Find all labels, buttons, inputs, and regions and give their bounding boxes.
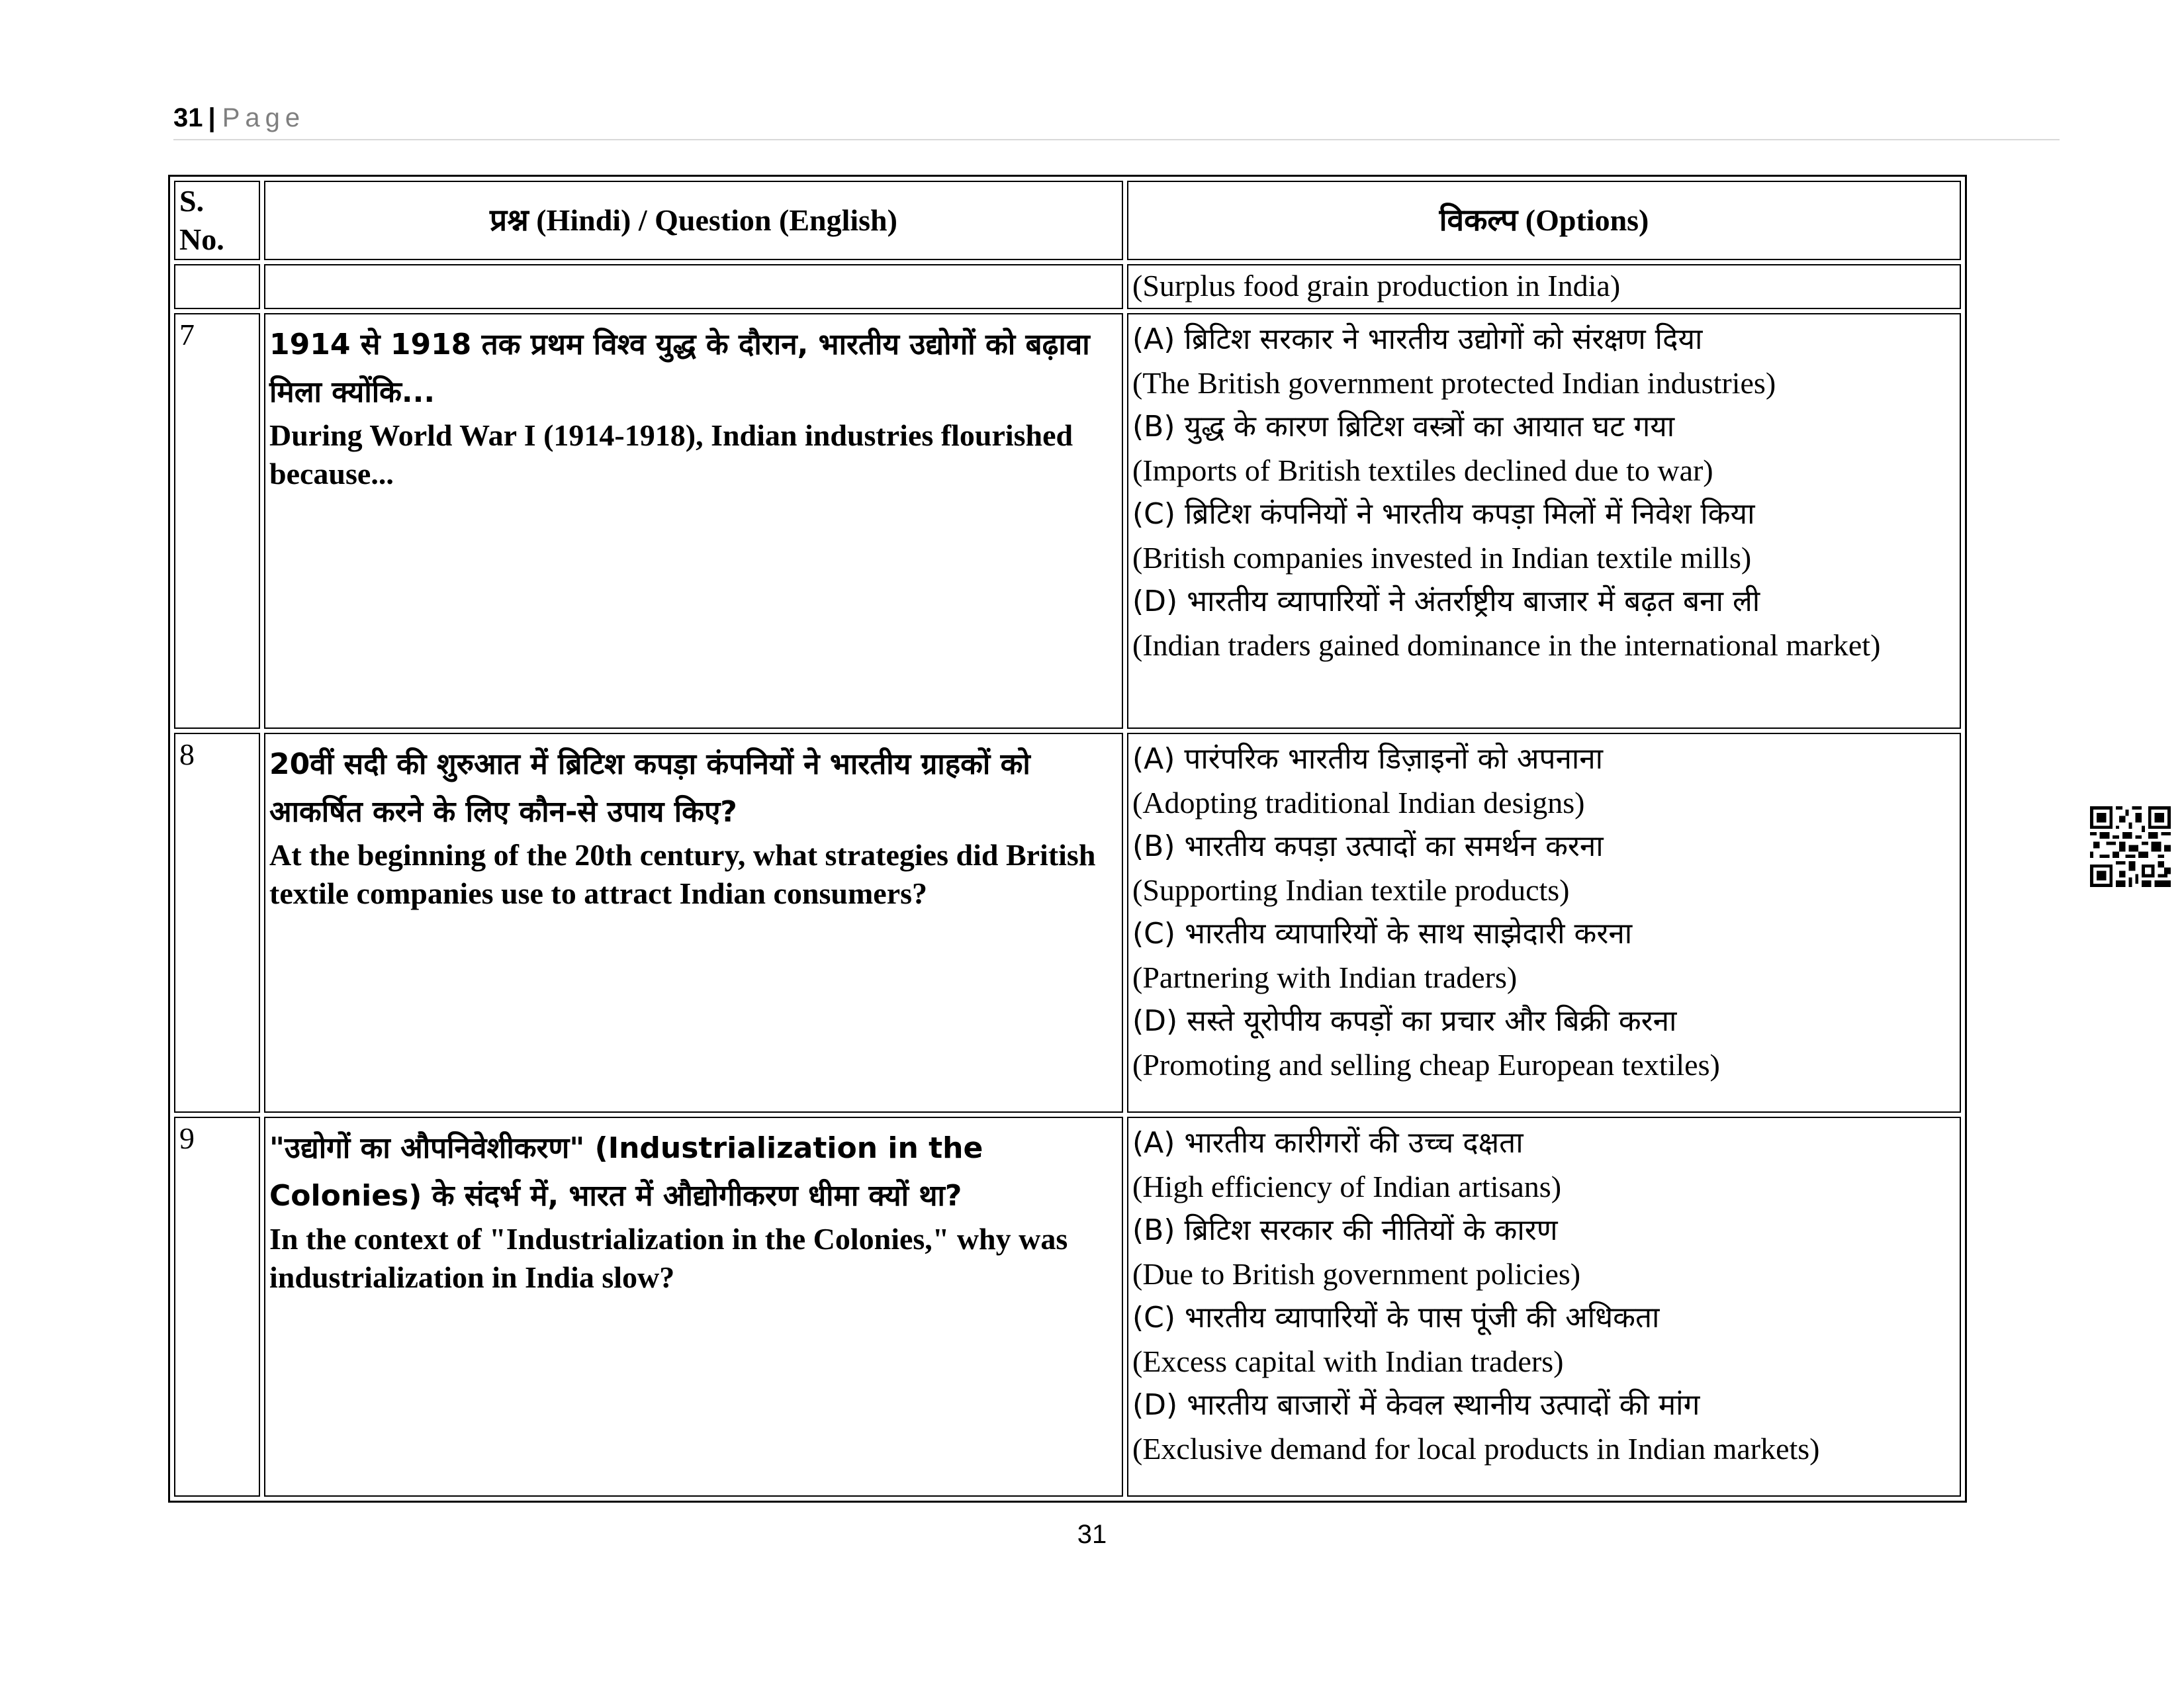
row-sno: 9 xyxy=(174,1117,260,1497)
option-c-hindi: (C) भारतीय व्यापारियों के साथ साझेदारी करना xyxy=(1132,917,1633,951)
option-a-hindi: (A) ब्रिटिश सरकार ने भारतीय उद्योगों को संरक्षण दिया xyxy=(1132,322,1703,356)
option-c-english: (Partnering with Indian traders) xyxy=(1132,961,1518,994)
option-b-hindi: (B) ब्रिटिश सरकार की नीतियों के कारण xyxy=(1132,1213,1558,1247)
question-english: In the context of "Industrialization in the Colonies," why was industrialization in India slow? xyxy=(269,1222,1068,1294)
option-d-hindi: (D) भारतीय बाजारों में केवल स्थानीय उत्पादों की मांग xyxy=(1132,1388,1700,1422)
continuation-option: (Surplus food grain production in India) xyxy=(1127,264,1961,309)
option-c-english: (British companies invested in Indian textile mills) xyxy=(1132,541,1752,575)
option-c-hindi: (C) ब्रिटिश कंपनियों ने भारतीय कपड़ा मिलों में निवेश किया xyxy=(1132,497,1755,531)
header-page-number: 31 xyxy=(173,103,203,132)
question-english: During World War I (1914-1918), Indian industries flourished because... xyxy=(269,418,1073,491)
option-a-english: (Adopting traditional Indian designs) xyxy=(1132,786,1585,820)
row-question xyxy=(264,733,1123,1113)
header-page-word: Page xyxy=(222,103,306,132)
row-sno: 7 xyxy=(174,313,260,729)
table-row xyxy=(174,733,1961,1113)
page-footer-number: 31 xyxy=(1077,1520,1107,1549)
table-row xyxy=(174,313,1961,729)
option-d-hindi: (D) भारतीय व्यापारियों ने अंतर्राष्ट्रीय बाजार में बढ़त बना ली xyxy=(1132,585,1760,618)
option-b-hindi: (B) भारतीय कपड़ा उत्पादों का समर्थन करना xyxy=(1132,829,1604,863)
question-english: At the beginning of the 20th century, what strategies did British textile companies use to attract Indian consumers? xyxy=(269,838,1096,910)
option-c-hindi: (C) भारतीय व्यापारियों के पास पूंजी की अधिकता xyxy=(1132,1301,1660,1335)
row-question xyxy=(264,1117,1123,1497)
option-b-english: (Supporting Indian textile products) xyxy=(1132,873,1570,907)
option-a-english: (The British government protected Indian industries) xyxy=(1132,366,1776,400)
option-c-english: (Excess capital with Indian traders) xyxy=(1132,1344,1564,1378)
option-b-hindi: (B) युद्ध के कारण ब्रिटिश वस्त्रों का आयात घट गया xyxy=(1132,410,1675,444)
table-header-row xyxy=(174,181,1961,260)
row-options xyxy=(1127,313,1961,729)
question-table xyxy=(168,175,1967,1503)
qr-code-icon xyxy=(2090,806,2171,887)
question-hindi: 20वीं सदी की शुरुआत में ब्रिटिश कपड़ा कंपनियों ने भारतीय ग्राहकों को आकर्षित करने के लिए कौन-से उपाय किए? xyxy=(269,747,1030,829)
option-a-hindi: (A) भारतीय कारीगरों की उच्च दक्षता xyxy=(1132,1126,1524,1160)
row-question xyxy=(264,313,1123,729)
option-d-english: (Promoting and selling cheap European textiles) xyxy=(1132,1048,1720,1082)
question-hindi: 1914 से 1918 तक प्रथम विश्व युद्ध के दौरान, भारतीय उद्योगों को बढ़ावा मिला क्योंकि... xyxy=(269,328,1090,409)
header-question: प्रश्न (Hindi) / Question (English) xyxy=(264,181,1123,260)
row-options xyxy=(1127,1117,1961,1497)
question-hindi: "उद्योगों का औपनिवेशीकरण" (Industrialization in the Colonies) के संदर्भ में, भारत में औद्योगीकरण धीमा क्यों था? xyxy=(269,1131,983,1213)
continuation-question xyxy=(264,264,1123,309)
row-sno: 8 xyxy=(174,733,260,1113)
continuation-sno xyxy=(174,264,260,309)
row-options xyxy=(1127,733,1961,1113)
page-header xyxy=(173,98,2060,140)
continuation-row xyxy=(174,264,1961,309)
header-sno: S. No. xyxy=(174,181,260,260)
option-b-english: (Due to British government policies) xyxy=(1132,1257,1581,1291)
table-row xyxy=(174,1117,1961,1497)
header-separator: | xyxy=(208,103,216,132)
option-d-hindi: (D) सस्ते यूरोपीय कपड़ों का प्रचार और बिक्री करना xyxy=(1132,1004,1677,1038)
option-b-english: (Imports of British textiles declined due to war) xyxy=(1132,453,1713,487)
option-d-english: (Indian traders gained dominance in the international market) xyxy=(1132,628,1881,662)
header-options: विकल्प (Options) xyxy=(1127,181,1961,260)
option-a-hindi: (A) पारंपरिक भारतीय डिज़ाइनों को अपनाना xyxy=(1132,742,1604,776)
option-a-english: (High efficiency of Indian artisans) xyxy=(1132,1170,1562,1203)
option-d-english: (Exclusive demand for local products in Indian markets) xyxy=(1132,1432,1820,1466)
